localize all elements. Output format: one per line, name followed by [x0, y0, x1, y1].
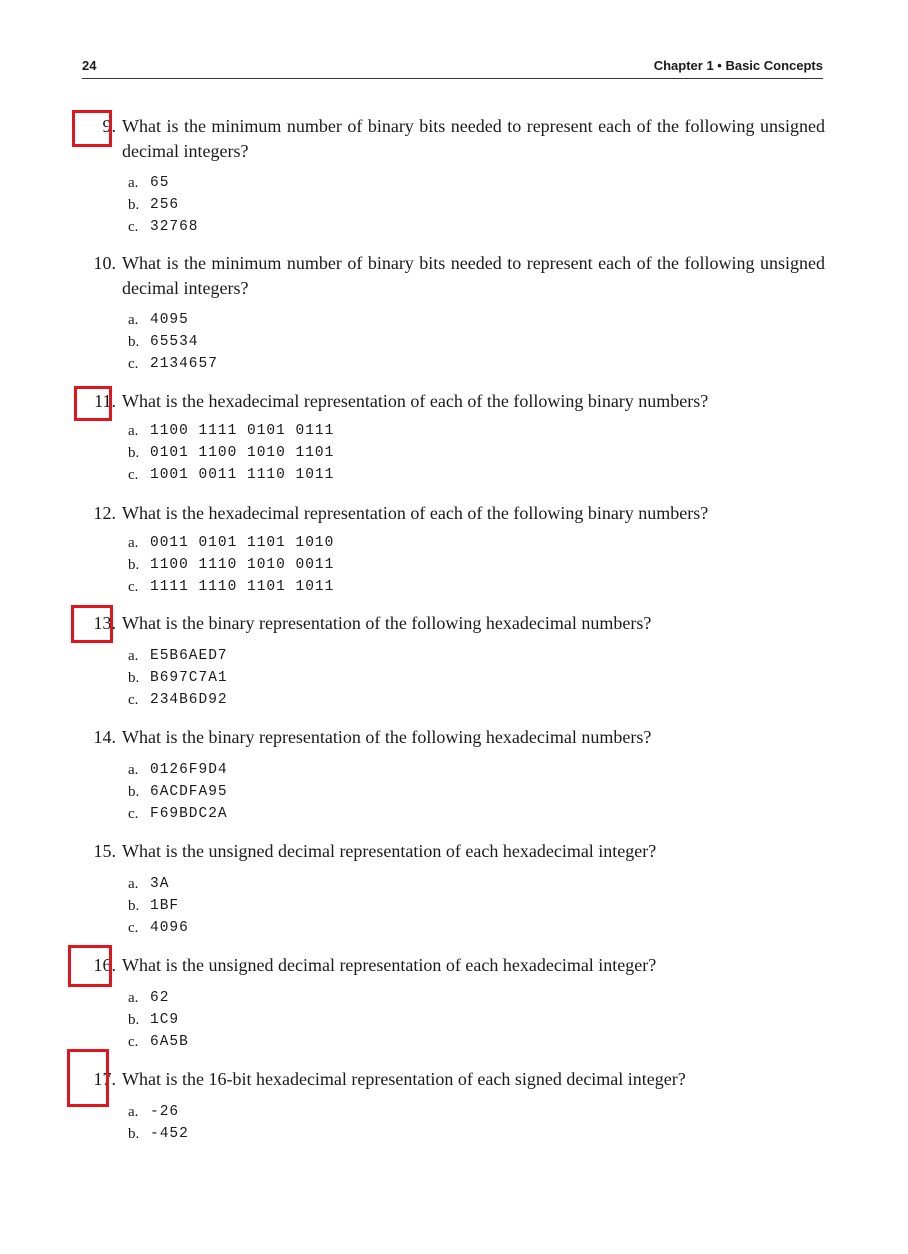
- question-text: What is the 16-bit hexadecimal representation of each signed decimal integer?: [122, 1069, 686, 1089]
- question-text: What is the binary representation of the following hexadecimal numbers?: [122, 727, 652, 747]
- question-12: [80, 501, 825, 598]
- item-value: 1BF: [150, 898, 180, 914]
- question-text: What is the hexadecimal representation of each of the following binary numbers?: [122, 391, 709, 411]
- list-item: [128, 194, 825, 216]
- answer-list: [128, 987, 825, 1053]
- item-label: c.: [128, 1033, 139, 1050]
- item-value: 3A: [150, 876, 170, 892]
- list-item: [128, 420, 825, 442]
- item-value: 1111 1110 1101 1011: [150, 579, 335, 595]
- list-item: [128, 759, 825, 781]
- question-text: What is the binary representation of the following hexadecimal numbers?: [122, 613, 652, 633]
- item-label: a.: [128, 534, 139, 551]
- question-number: 12.: [93, 503, 116, 523]
- item-label: c.: [128, 578, 139, 595]
- list-item: [128, 987, 825, 1009]
- item-label: b.: [128, 333, 140, 350]
- list-item: [128, 532, 825, 554]
- list-item: [128, 1101, 825, 1123]
- question-number: 16.: [93, 955, 116, 975]
- list-item: [128, 667, 825, 689]
- item-value: 65: [150, 175, 170, 191]
- item-value: 32768: [150, 219, 199, 235]
- list-item: [128, 917, 825, 939]
- item-label: a.: [128, 647, 139, 664]
- item-label: c.: [128, 691, 139, 708]
- item-label: c.: [128, 466, 139, 483]
- item-value: 65534: [150, 334, 199, 350]
- page-number: 24: [82, 58, 97, 73]
- highlight-box: [68, 945, 112, 987]
- item-value: -26: [150, 1104, 180, 1120]
- item-value: 234B6D92: [150, 692, 228, 708]
- list-item: [128, 803, 825, 825]
- question-text: What is the unsigned decimal representation of each hexadecimal integer?: [122, 841, 657, 861]
- question-14: [80, 725, 825, 825]
- item-label: b.: [128, 897, 140, 914]
- list-item: [128, 895, 825, 917]
- list-item: [128, 353, 825, 375]
- question-15: [80, 839, 825, 939]
- item-value: 2134657: [150, 356, 218, 372]
- item-label: a.: [128, 761, 139, 778]
- list-item: [128, 645, 825, 667]
- question-10: [80, 251, 825, 375]
- highlight-box: [74, 386, 112, 421]
- item-label: c.: [128, 805, 139, 822]
- answer-list: [128, 172, 825, 238]
- item-label: b.: [128, 556, 140, 573]
- item-label: a.: [128, 174, 139, 191]
- question-number: 11.: [94, 391, 116, 411]
- question-9: [80, 114, 825, 238]
- question-number: 13.: [93, 613, 116, 633]
- item-value: 1C9: [150, 1012, 180, 1028]
- answer-list: [128, 309, 825, 375]
- chapter-title: Chapter 1 • Basic Concepts: [653, 58, 823, 73]
- item-label: a.: [128, 875, 139, 892]
- question-text: What is the unsigned decimal representation of each hexadecimal integer?: [122, 955, 657, 975]
- list-item: [128, 1123, 825, 1145]
- highlight-box: [71, 605, 113, 643]
- item-value: 4096: [150, 920, 189, 936]
- item-label: a.: [128, 311, 139, 328]
- list-item: [128, 1031, 825, 1053]
- answer-list: [128, 532, 825, 598]
- question-text: What is the hexadecimal representation of each of the following binary numbers?: [122, 503, 709, 523]
- item-value: 0126F9D4: [150, 762, 228, 778]
- item-label: b.: [128, 1011, 140, 1028]
- list-item: [128, 331, 825, 353]
- list-item: [128, 873, 825, 895]
- question-number: 9.: [102, 116, 116, 136]
- item-label: b.: [128, 444, 140, 461]
- item-label: a.: [128, 1103, 139, 1120]
- item-label: a.: [128, 989, 139, 1006]
- question-11: [80, 389, 825, 486]
- list-item: [128, 172, 825, 194]
- list-item: [128, 309, 825, 331]
- answer-list: [128, 420, 825, 486]
- answer-list: [128, 1101, 825, 1145]
- item-label: a.: [128, 422, 139, 439]
- item-label: c.: [128, 218, 139, 235]
- item-value: 6ACDFA95: [150, 784, 228, 800]
- item-value: 0011 0101 1101 1010: [150, 535, 335, 551]
- item-value: 1001 0011 1110 1011: [150, 467, 335, 483]
- answer-list: [128, 873, 825, 939]
- question-number: 14.: [93, 727, 116, 747]
- item-value: 1100 1111 0101 0111: [150, 423, 335, 439]
- item-label: b.: [128, 1125, 140, 1142]
- list-item: [128, 576, 825, 598]
- list-item: [128, 781, 825, 803]
- list-item: [128, 689, 825, 711]
- item-label: c.: [128, 919, 139, 936]
- question-17: [80, 1067, 825, 1145]
- item-value: 4095: [150, 312, 189, 328]
- item-value: 0101 1100 1010 1101: [150, 445, 335, 461]
- question-number: 10.: [93, 253, 116, 273]
- answer-list: [128, 645, 825, 711]
- item-label: b.: [128, 669, 140, 686]
- question-13: [80, 611, 825, 711]
- question-text: What is the minimum number of binary bits needed to represent each of the following unsigned decimal integers?: [122, 253, 825, 298]
- list-item: [128, 216, 825, 238]
- item-value: 62: [150, 990, 170, 1006]
- item-value: 1100 1110 1010 0011: [150, 557, 335, 573]
- question-text: What is the minimum number of binary bits needed to represent each of the following unsigned decimal integers?: [122, 116, 825, 161]
- item-value: 256: [150, 197, 180, 213]
- item-label: b.: [128, 196, 140, 213]
- item-label: c.: [128, 355, 139, 372]
- highlight-box: [67, 1049, 109, 1107]
- list-item: [128, 464, 825, 486]
- list-item: [128, 554, 825, 576]
- list-item: [128, 1009, 825, 1031]
- item-value: F69BDC2A: [150, 806, 228, 822]
- item-label: b.: [128, 783, 140, 800]
- question-number: 17.: [93, 1069, 116, 1089]
- item-value: E5B6AED7: [150, 648, 228, 664]
- question-number: 15.: [93, 841, 116, 861]
- item-value: 6A5B: [150, 1034, 189, 1050]
- question-16: [80, 953, 825, 1053]
- highlight-box: [72, 110, 112, 147]
- list-item: [128, 442, 825, 464]
- answer-list: [128, 759, 825, 825]
- item-value: -452: [150, 1126, 189, 1142]
- page-header: [82, 56, 823, 79]
- item-value: B697C7A1: [150, 670, 228, 686]
